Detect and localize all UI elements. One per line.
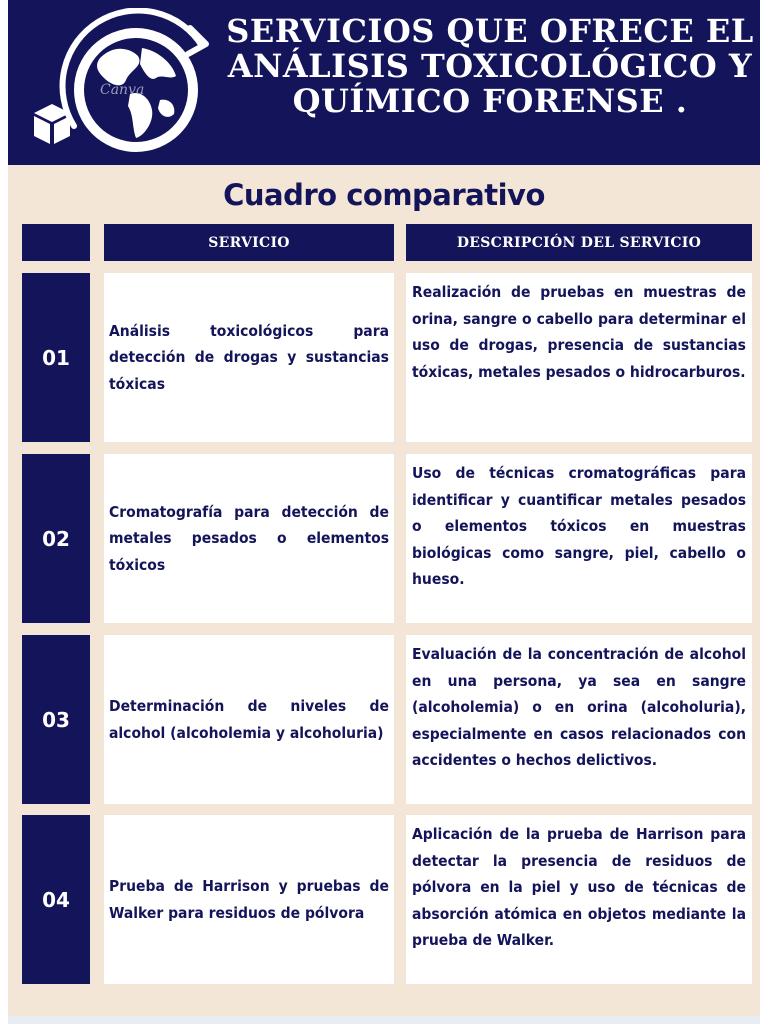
description-cell — [406, 273, 752, 442]
main-title: SERVICIOS QUE OFRECE EL ANÁLISIS TOXICOLÓGICO Y QUÍMICO FORENSE . — [226, 12, 754, 120]
service-cell — [104, 273, 394, 442]
description-text: Uso de técnicas cromatográficas para identificar y cuantificar metales pesados o elementos tóxicos en muestras biológicas como sangre, piel, cabello o hueso. — [412, 464, 746, 588]
header-cell-description: DESCRIPCIÓN DEL SERVICIO — [406, 224, 752, 261]
service-text: Prueba de Harrison y pruebas de Walker para residuos de pólvora — [109, 877, 389, 922]
title-banner — [8, 0, 760, 165]
row-number: 03 — [22, 635, 90, 804]
row-number: 04 — [22, 815, 90, 984]
description-text: Realización de pruebas en muestras de orina, sangre o cabello para determinar el uso de drogas, presencia de sustancias tóxicas, metales pesados o hidrocarburos. — [412, 283, 746, 381]
description-text: Evaluación de la concentración de alcohol en una persona, ya sea en sangre (alcoholemia) o en orina (alcoholuria), especialmente en casos relacionados con accidentes o hechos delictivos. — [412, 645, 746, 769]
logo-watermark: Canva — [100, 82, 145, 98]
subtitle: Cuadro comparativo — [223, 178, 545, 212]
service-text: Determinación de niveles de alcohol (alcoholemia y alcoholuria) — [109, 697, 389, 742]
row-number: 01 — [22, 273, 90, 442]
row-number: 02 — [22, 454, 90, 623]
service-cell — [104, 815, 394, 984]
footer-strip — [8, 1016, 760, 1024]
service-cell — [104, 454, 394, 623]
service-text: Análisis toxicológicos para detección de drogas y sustancias tóxicas — [109, 321, 389, 393]
service-cell — [104, 635, 394, 804]
description-cell — [406, 815, 752, 984]
header-cell-service: SERVICIO — [104, 224, 394, 261]
description-text: Aplicación de la prueba de Harrison para detectar la presencia de residuos de pólvora en la piel y uso de técnicas de absorción atómica en objetos mediante la prueba de Walker. — [412, 825, 746, 949]
globe-logo-icon — [26, 8, 226, 158]
description-cell — [406, 454, 752, 623]
service-text: Cromatografía para detección de metales pesados o elementos tóxicos — [109, 502, 389, 574]
header-cell-number — [22, 224, 90, 261]
infographic-page — [8, 0, 760, 1024]
description-cell — [406, 635, 752, 804]
